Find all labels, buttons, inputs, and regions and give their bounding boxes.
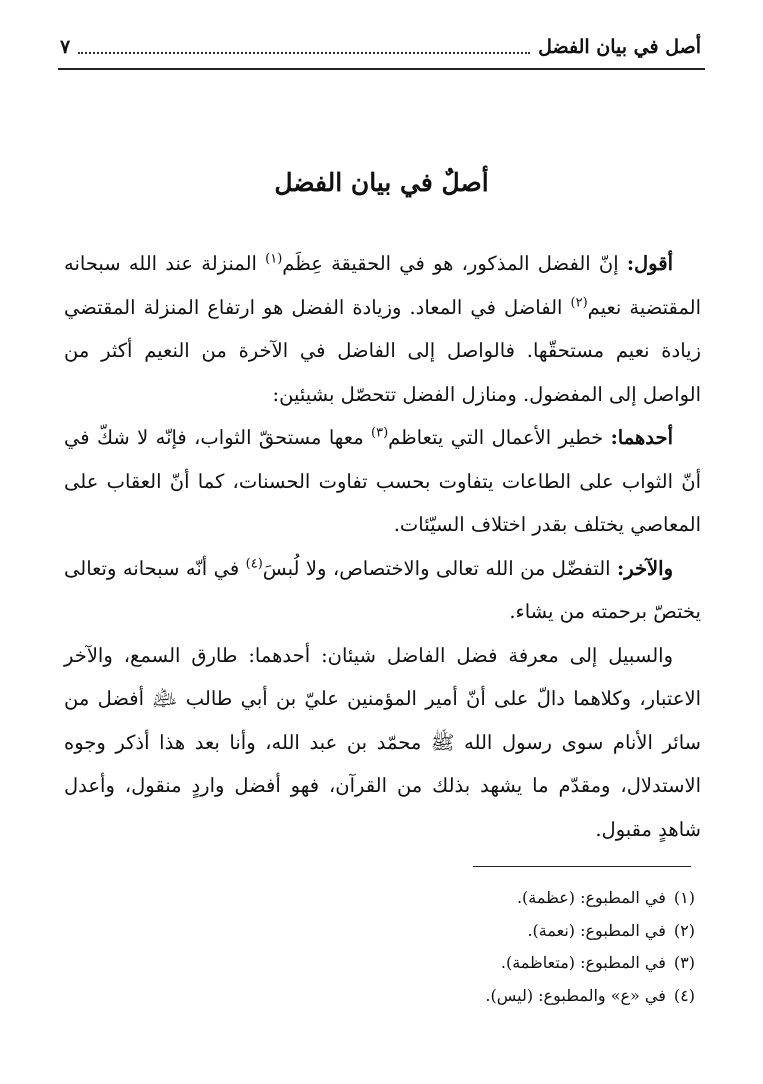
page-number: ٧ xyxy=(60,36,71,58)
paragraph-2 xyxy=(64,416,701,547)
running-title: أصل في بيان الفضل xyxy=(538,36,701,58)
header-dot-leader xyxy=(78,52,530,54)
body-text xyxy=(64,242,701,851)
footnote-number: (٢) xyxy=(673,920,695,940)
footnote-1 xyxy=(200,882,695,915)
footnote-ref[interactable]: (٣) xyxy=(371,425,389,441)
running-header xyxy=(60,30,701,64)
footnotes xyxy=(200,882,695,1012)
footnote-2 xyxy=(200,915,695,948)
paragraph-4 xyxy=(64,634,701,852)
header-rule xyxy=(58,68,705,70)
paragraph-text: معها مستحقّ الثواب، فإنّه لا شكّ في أنّ الثواب على الطاعات يتفاوت بحسب تفاوت الحسنات، كما أنّ العقاب على المعاصي يختلف بقدر اختلاف السيّئات. xyxy=(64,426,701,536)
paragraph-1 xyxy=(64,242,701,416)
footnote-number: (٣) xyxy=(673,953,695,972)
paragraph-lead: أحدهما: xyxy=(610,426,674,449)
footnote-ref[interactable]: (١) xyxy=(265,251,283,267)
footnote-number: (٤) xyxy=(673,985,695,1005)
chapter-title: أصلٌ في بيان الفضل xyxy=(274,168,489,197)
paragraph-text: في أنّه سبحانه وتعالى يختصّ برحمته من يشاء. xyxy=(64,556,701,623)
paragraph-text: والسبيل إلى معرفة فضل الفاضل شيئان: أحدهما: طارق السمع، والآخر الاعتبار، وكلاهما دالّ على أنّ أمير المؤمنين عليّ بن أبي طالب ﵇ أفضل من سائر الأنام سوى رسول الله ﷺ محمّد بن عبد الله، وأنا بعد هذا أذكر وجوه الاستدلال، ومقدّم ما يشهد بذلك من القرآن، فهو أفضل واردٍ منقول، وأعدل شاهدٍ مقبول. xyxy=(64,643,701,841)
footnote-text: في المطبوع: (عظمة). xyxy=(516,888,666,907)
footnote-4 xyxy=(200,980,695,1013)
footnote-rule xyxy=(473,866,691,867)
paragraph-3 xyxy=(64,547,701,634)
footnote-ref[interactable]: (٢) xyxy=(570,295,588,310)
paragraph-text: إنّ الفضل المذكور، هو في الحقيقة عِظَم xyxy=(282,252,627,275)
footnote-text: في المطبوع: (نعمة). xyxy=(527,920,666,940)
paragraph-lead: أقول: xyxy=(626,252,673,275)
paragraph-text: التفضّل من الله تعالى والاختصاص، ولا لُبسَ xyxy=(262,556,618,580)
footnote-text: في المطبوع: (متعاظمة). xyxy=(500,953,666,972)
paragraph-text: خطير الأعمال التي يتعاظم xyxy=(388,426,611,449)
footnote-number: (١) xyxy=(673,888,695,907)
footnote-text: في «ع» والمطبوع: (ليس). xyxy=(485,985,666,1005)
footnote-3 xyxy=(200,947,695,980)
paragraph-text: الفاضل في المعاد. وزيادة الفضل هو ارتفاع المنزلة المقتضي زيادة نعيم مستحقّها. فالواصل إلى الفاضل في الآخرة من النعيم أكثر من الواصل إلى المفضول. ومنازل الفضل تتحصّل بشيئين: xyxy=(64,295,701,406)
paragraph-lead: والآخر: xyxy=(617,556,673,580)
footnote-ref[interactable]: (٤) xyxy=(245,556,263,571)
paragraph-text: المنزلة عند الله سبحانه المقتضية نعيم xyxy=(64,252,701,319)
